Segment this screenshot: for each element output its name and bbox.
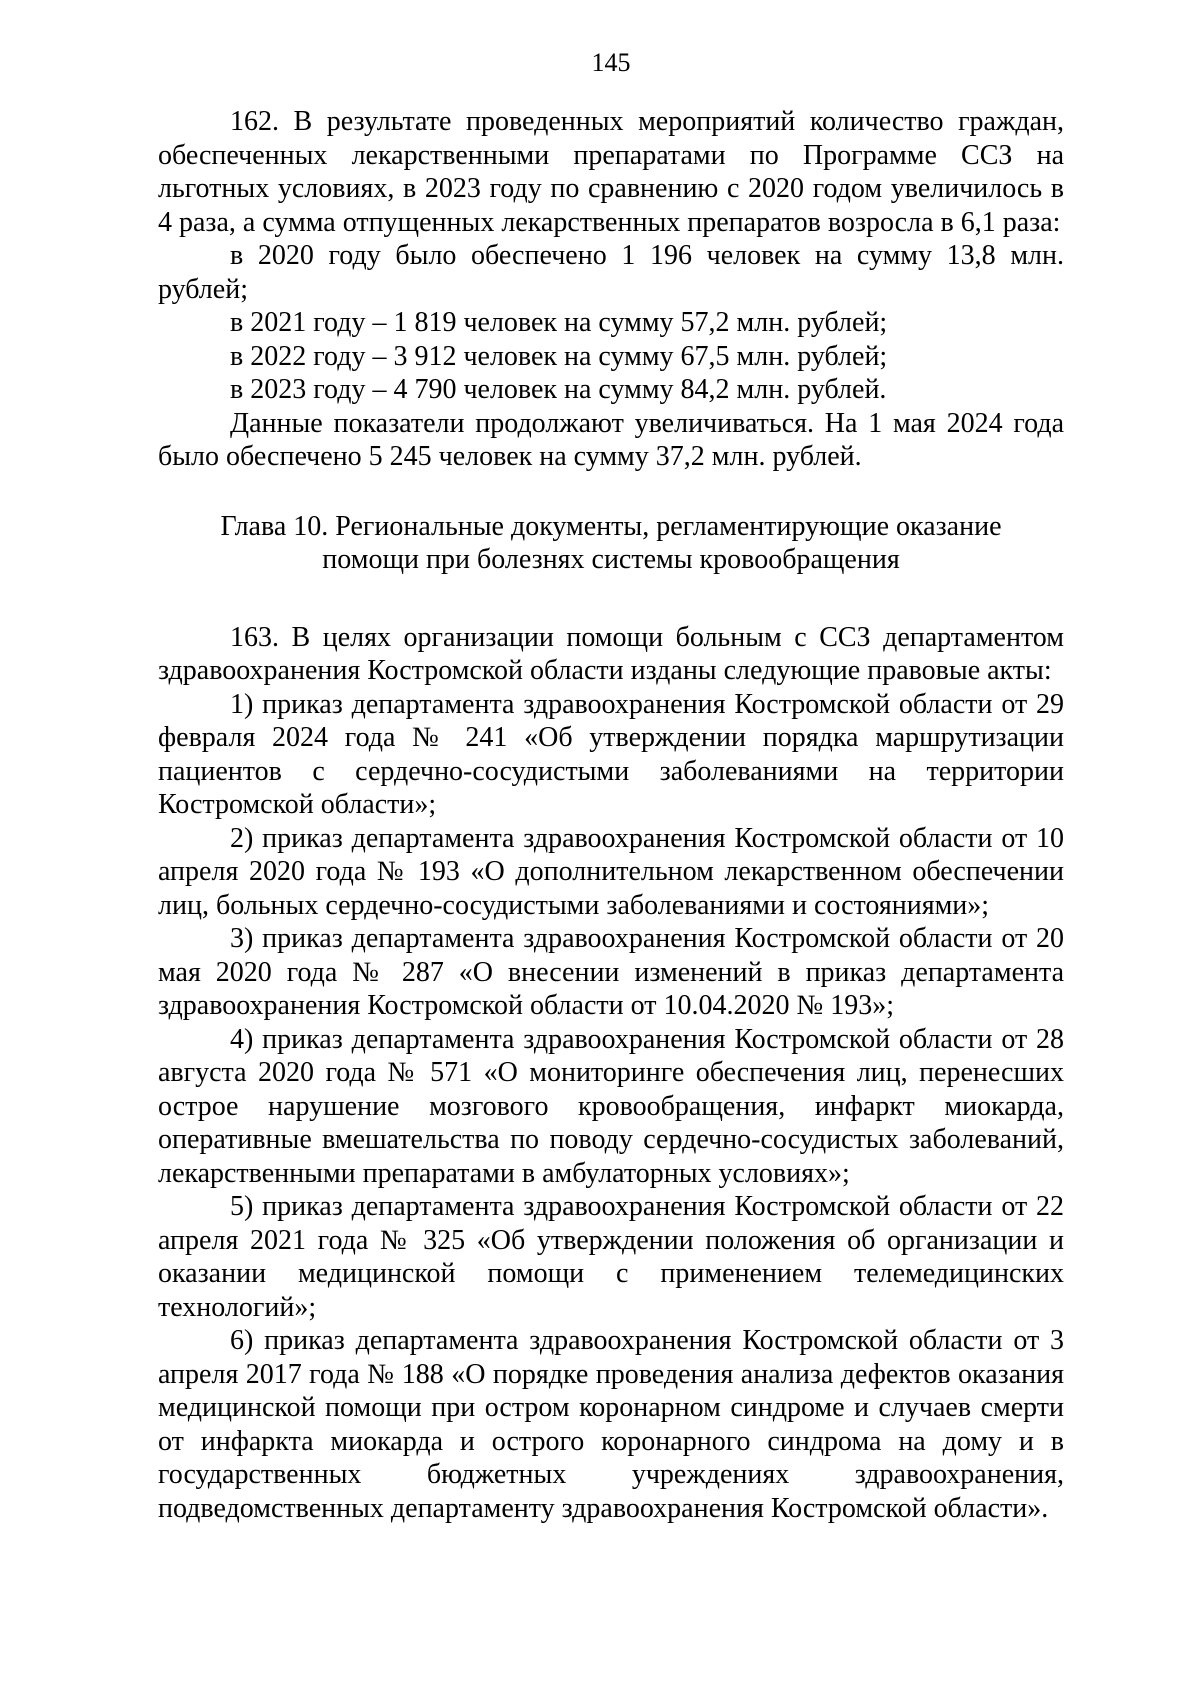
paragraph-163: 163. В целях организации помощи больным с ССЗ департаментом здравоохранения Костромской области изданы следующие правовые акты: bbox=[158, 621, 1064, 686]
paragraph-year-2023: в 2023 году – 4 790 человек на сумму 84,2 млн. рублей. bbox=[230, 374, 887, 405]
legal-act-item-4: 4) приказ департамента здравоохранения Костромской области от 28 августа 2020 года № 571 «О мониторинге обеспечения лиц, перенесших острое нарушение мозгового кровообращения, инфаркт миокарда, оперативные вмешательства по поводу сердечно-сосудистых заболеваний, лекарственными препаратами в амбулаторных условиях»; bbox=[158, 1023, 1064, 1189]
page-number: 145 bbox=[591, 48, 631, 77]
legal-act-item-6: 6) приказ департамента здравоохранения Костромской области от 3 апреля 2017 года № 188 «О порядке проведения анализа дефектов оказания медицинской помощи при остром коронарном синдроме и случаев смерти от инфаркта миокарда и острого коронарного синдрома на дому и в государственных бюджетных учреждениях здравоохранения, подведомственных департаменту здравоохранения Костромской области». bbox=[158, 1325, 1064, 1524]
chapter-10-heading: Глава 10. Региональные документы, регламентирующие оказание помощи при болезнях системы кровообращения bbox=[220, 510, 1002, 575]
legal-act-item-1: 1) приказ департамента здравоохранения Костромской области от 29 февраля 2024 года № 241 «Об утверждении порядка маршрутизации пациентов с сердечно-сосудистыми заболеваниями на территории Костромской области»; bbox=[158, 688, 1064, 820]
legal-act-item-2: 2) приказ департамента здравоохранения Костромской области от 10 апреля 2020 года № 193 «О дополнительном лекарственном обеспечении лиц, больных сердечно-сосудистыми заболеваниями и состояниями»; bbox=[158, 822, 1064, 921]
document-page bbox=[158, 48, 1064, 1525]
paragraph-may-2024: Данные показатели продолжают увеличиваться. На 1 мая 2024 года было обеспечено 5 245 человек на сумму 37,2 млн. рублей. bbox=[158, 407, 1064, 472]
legal-act-item-5: 5) приказ департамента здравоохранения Костромской области от 22 апреля 2021 года № 325 «Об утверждении положения об организации и оказании медицинской помощи с применением телемедицинских технологий»; bbox=[158, 1191, 1064, 1323]
paragraph-year-2021: в 2021 году – 1 819 человек на сумму 57,2 млн. рублей; bbox=[230, 307, 888, 338]
paragraph-year-2022: в 2022 году – 3 912 человек на сумму 67,5 млн. рублей; bbox=[230, 340, 888, 372]
paragraph-year-2020: в 2020 году было обеспечено 1 196 человек на сумму 13,8 млн. рублей; bbox=[158, 240, 1064, 305]
legal-act-item-3: 3) приказ департамента здравоохранения Костромской области от 20 мая 2020 года № 287 «О внесении изменений в приказ департамента здравоохранения Костромской области от 10.04.2020 № 193»; bbox=[158, 923, 1064, 1021]
paragraph-162: 162. В результате проведенных мероприятий количество граждан, обеспеченных лекарственными препаратами по Программе ССЗ на льготных условиях, в 2023 году по сравнению с 2020 годом увеличилось в 4 раза, а сумма отпущенных лекарственных препаратов возросла в 6,1 раза: bbox=[158, 106, 1064, 238]
document-body bbox=[158, 105, 1064, 1525]
